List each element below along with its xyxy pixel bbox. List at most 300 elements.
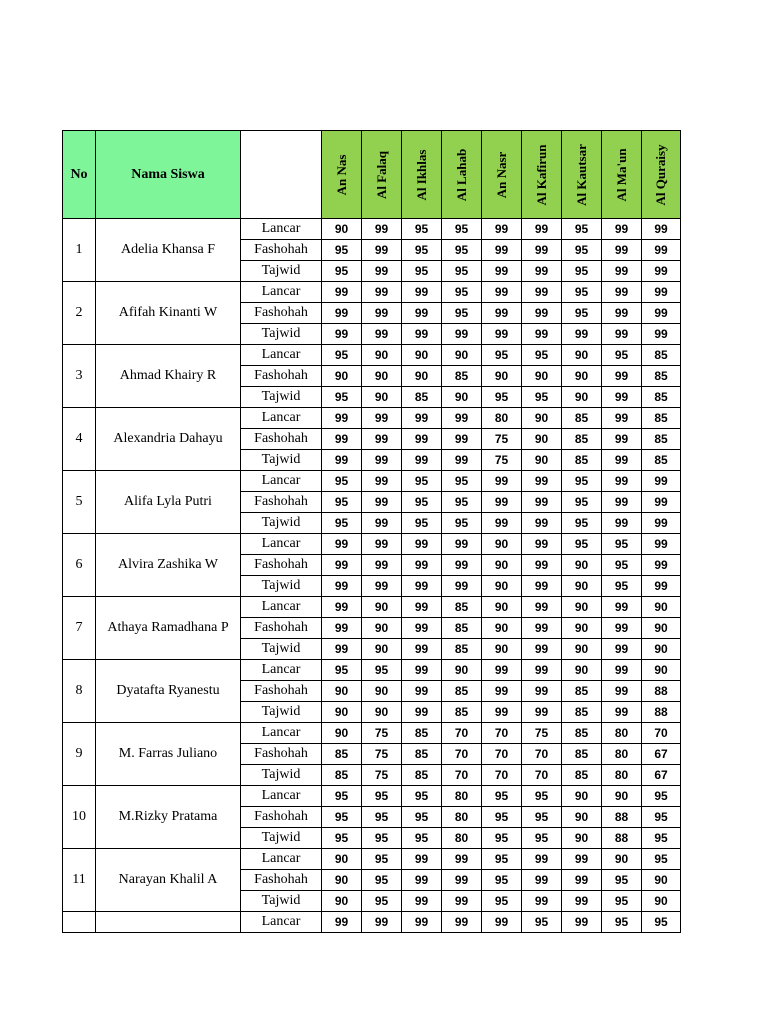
score-cell: 90 (482, 576, 522, 597)
score-cell: 90 (602, 786, 642, 807)
category-label: Fashohah (241, 492, 322, 513)
score-cell: 99 (322, 450, 362, 471)
score-cell: 90 (642, 618, 681, 639)
score-cell: 99 (402, 702, 442, 723)
score-cell: 90 (562, 660, 602, 681)
score-cell: 99 (362, 534, 402, 555)
score-cell: 90 (362, 345, 402, 366)
score-cell: 95 (602, 576, 642, 597)
score-cell: 90 (322, 891, 362, 912)
header-name: Nama Siswa (96, 131, 241, 219)
score-cell: 85 (642, 345, 681, 366)
category-label: Fashohah (241, 807, 322, 828)
student-no: 7 (63, 597, 96, 660)
score-cell: 85 (402, 744, 442, 765)
score-cell: 99 (522, 471, 562, 492)
score-cell: 70 (482, 723, 522, 744)
score-cell: 99 (482, 471, 522, 492)
score-cell: 95 (642, 828, 681, 849)
score-cell: 90 (402, 345, 442, 366)
score-cell: 80 (602, 765, 642, 786)
student-name: Alifa Lyla Putri (96, 471, 241, 534)
score-cell: 99 (362, 240, 402, 261)
score-cell: 90 (642, 639, 681, 660)
student-name: Ahmad Khairy R (96, 345, 241, 408)
score-cell: 99 (562, 849, 602, 870)
score-cell: 99 (322, 534, 362, 555)
student-name: Narayan Khalil A (96, 849, 241, 912)
score-cell: 90 (322, 366, 362, 387)
score-cell: 99 (522, 660, 562, 681)
score-cell: 99 (522, 492, 562, 513)
table-row (63, 219, 681, 240)
score-cell: 99 (322, 303, 362, 324)
score-cell: 95 (322, 786, 362, 807)
score-cell: 99 (442, 576, 482, 597)
score-cell: 75 (362, 765, 402, 786)
score-cell: 95 (442, 261, 482, 282)
category-label: Fashohah (241, 744, 322, 765)
score-cell: 99 (482, 513, 522, 534)
score-cell: 99 (642, 282, 681, 303)
category-label: Tajwid (241, 891, 322, 912)
score-cell: 99 (402, 618, 442, 639)
category-label: Tajwid (241, 450, 322, 471)
score-cell: 99 (522, 240, 562, 261)
score-cell: 80 (442, 786, 482, 807)
score-cell: 99 (402, 555, 442, 576)
score-cell: 95 (402, 219, 442, 240)
score-cell: 99 (482, 303, 522, 324)
header-surah: Al Ikhlas (402, 131, 442, 219)
score-cell: 95 (482, 807, 522, 828)
score-cell: 99 (402, 870, 442, 891)
score-cell: 90 (642, 891, 681, 912)
score-cell: 90 (322, 849, 362, 870)
table-row (63, 660, 681, 681)
score-cell: 95 (562, 471, 602, 492)
score-cell: 99 (442, 408, 482, 429)
score-cell: 99 (522, 870, 562, 891)
score-cell: 90 (642, 660, 681, 681)
score-cell: 95 (322, 828, 362, 849)
score-cell: 95 (562, 492, 602, 513)
score-cell: 90 (442, 660, 482, 681)
category-label: Tajwid (241, 324, 322, 345)
score-cell: 90 (322, 870, 362, 891)
score-cell: 99 (322, 597, 362, 618)
score-cell: 85 (562, 702, 602, 723)
student-no: 9 (63, 723, 96, 786)
score-cell: 85 (642, 429, 681, 450)
score-cell: 95 (362, 870, 402, 891)
score-cell: 85 (562, 429, 602, 450)
student-no: 1 (63, 219, 96, 282)
score-cell: 99 (482, 681, 522, 702)
score-cell: 75 (362, 723, 402, 744)
score-cell: 95 (362, 849, 402, 870)
score-cell: 99 (602, 219, 642, 240)
score-cell: 99 (562, 324, 602, 345)
score-cell: 99 (602, 324, 642, 345)
score-cell: 95 (442, 513, 482, 534)
score-cell: 95 (322, 261, 362, 282)
category-label: Fashohah (241, 555, 322, 576)
score-cell: 95 (402, 261, 442, 282)
score-cell: 99 (482, 240, 522, 261)
student-name (96, 912, 241, 933)
score-cell: 67 (642, 744, 681, 765)
category-label: Lancar (241, 786, 322, 807)
score-cell: 70 (642, 723, 681, 744)
grades-table (62, 130, 681, 933)
student-no: 3 (63, 345, 96, 408)
score-cell: 99 (442, 429, 482, 450)
score-cell: 95 (522, 807, 562, 828)
score-cell: 99 (322, 282, 362, 303)
score-cell: 99 (642, 576, 681, 597)
category-label: Tajwid (241, 765, 322, 786)
score-cell: 99 (402, 324, 442, 345)
score-cell: 85 (562, 408, 602, 429)
score-cell: 90 (482, 639, 522, 660)
score-cell: 95 (482, 387, 522, 408)
score-cell: 80 (602, 723, 642, 744)
score-cell: 99 (602, 366, 642, 387)
header-surah: Al Lahab (442, 131, 482, 219)
student-name: M. Farras Juliano (96, 723, 241, 786)
score-cell: 99 (402, 597, 442, 618)
score-cell: 90 (562, 618, 602, 639)
score-cell: 99 (442, 912, 482, 933)
student-name: Alexandria Dahayu (96, 408, 241, 471)
score-cell: 99 (402, 849, 442, 870)
score-cell: 95 (522, 786, 562, 807)
category-label: Fashohah (241, 366, 322, 387)
score-cell: 95 (602, 555, 642, 576)
table-row (63, 723, 681, 744)
score-cell: 99 (322, 324, 362, 345)
score-cell: 90 (562, 828, 602, 849)
score-cell: 85 (322, 744, 362, 765)
score-cell: 99 (402, 891, 442, 912)
score-cell: 95 (482, 849, 522, 870)
score-cell: 99 (482, 219, 522, 240)
score-cell: 80 (602, 744, 642, 765)
score-cell: 99 (362, 912, 402, 933)
score-cell: 99 (402, 912, 442, 933)
score-cell: 99 (562, 891, 602, 912)
score-cell: 85 (562, 681, 602, 702)
score-cell: 99 (442, 849, 482, 870)
score-cell: 99 (522, 702, 562, 723)
score-cell: 70 (442, 744, 482, 765)
category-label: Tajwid (241, 639, 322, 660)
score-cell: 99 (602, 261, 642, 282)
score-cell: 99 (402, 660, 442, 681)
score-cell: 90 (482, 618, 522, 639)
score-cell: 99 (522, 639, 562, 660)
student-no: 5 (63, 471, 96, 534)
score-cell: 90 (522, 429, 562, 450)
score-cell: 99 (322, 618, 362, 639)
score-cell: 99 (362, 303, 402, 324)
category-label: Lancar (241, 660, 322, 681)
category-label: Lancar (241, 534, 322, 555)
score-cell: 90 (442, 387, 482, 408)
score-cell: 99 (482, 492, 522, 513)
student-no: 4 (63, 408, 96, 471)
score-cell: 99 (642, 303, 681, 324)
score-cell: 99 (522, 534, 562, 555)
score-cell: 85 (642, 450, 681, 471)
score-cell: 99 (602, 618, 642, 639)
score-cell: 70 (482, 744, 522, 765)
score-cell: 95 (322, 807, 362, 828)
score-cell: 90 (482, 366, 522, 387)
score-cell: 95 (442, 303, 482, 324)
score-cell: 99 (402, 429, 442, 450)
score-cell: 85 (442, 639, 482, 660)
header-surah: An Nas (322, 131, 362, 219)
score-cell: 95 (442, 492, 482, 513)
score-cell: 99 (402, 303, 442, 324)
score-cell: 90 (522, 408, 562, 429)
category-label: Tajwid (241, 513, 322, 534)
score-cell: 88 (642, 681, 681, 702)
score-cell: 90 (562, 387, 602, 408)
score-cell: 85 (562, 450, 602, 471)
score-cell: 99 (642, 534, 681, 555)
score-cell: 88 (642, 702, 681, 723)
score-cell: 90 (322, 702, 362, 723)
score-cell: 95 (602, 891, 642, 912)
score-cell: 90 (562, 639, 602, 660)
score-cell: 99 (522, 597, 562, 618)
score-cell: 90 (402, 366, 442, 387)
score-cell: 95 (362, 891, 402, 912)
score-cell: 75 (362, 744, 402, 765)
category-label: Lancar (241, 912, 322, 933)
score-cell: 95 (642, 912, 681, 933)
score-cell: 85 (442, 702, 482, 723)
student-no: 11 (63, 849, 96, 912)
score-cell: 85 (642, 366, 681, 387)
score-cell: 90 (322, 681, 362, 702)
score-cell: 90 (562, 807, 602, 828)
score-cell: 99 (642, 471, 681, 492)
score-cell: 99 (442, 870, 482, 891)
score-cell: 99 (442, 891, 482, 912)
score-cell: 95 (642, 849, 681, 870)
score-cell: 70 (482, 765, 522, 786)
student-no: 8 (63, 660, 96, 723)
score-cell: 99 (522, 261, 562, 282)
score-cell: 99 (362, 324, 402, 345)
score-cell: 80 (442, 828, 482, 849)
category-label: Fashohah (241, 240, 322, 261)
score-cell: 99 (602, 387, 642, 408)
score-cell: 99 (322, 555, 362, 576)
score-cell: 99 (362, 576, 402, 597)
score-cell: 95 (562, 219, 602, 240)
category-label: Lancar (241, 219, 322, 240)
score-cell: 85 (562, 744, 602, 765)
score-cell: 95 (322, 660, 362, 681)
score-cell: 99 (482, 282, 522, 303)
score-cell: 99 (482, 660, 522, 681)
table-row (63, 345, 681, 366)
score-cell: 95 (322, 513, 362, 534)
table-row (63, 408, 681, 429)
score-cell: 95 (362, 786, 402, 807)
score-cell: 85 (442, 597, 482, 618)
score-cell: 95 (522, 387, 562, 408)
category-label: Lancar (241, 597, 322, 618)
score-cell: 99 (402, 534, 442, 555)
score-cell: 95 (362, 828, 402, 849)
score-cell: 95 (602, 912, 642, 933)
score-cell: 99 (402, 408, 442, 429)
table-row (63, 849, 681, 870)
score-cell: 99 (362, 261, 402, 282)
score-cell: 85 (402, 387, 442, 408)
category-label: Fashohah (241, 303, 322, 324)
score-cell: 90 (562, 366, 602, 387)
score-cell: 99 (602, 240, 642, 261)
category-label: Fashohah (241, 429, 322, 450)
score-cell: 95 (562, 240, 602, 261)
category-label: Lancar (241, 723, 322, 744)
score-cell: 99 (602, 597, 642, 618)
score-cell: 90 (482, 555, 522, 576)
score-cell: 99 (482, 261, 522, 282)
score-cell: 90 (562, 555, 602, 576)
header-no: No (63, 131, 96, 219)
header-surah: Al Ma'un (602, 131, 642, 219)
score-cell: 99 (362, 408, 402, 429)
score-cell: 99 (522, 324, 562, 345)
header-surah: An Nasr (482, 131, 522, 219)
score-cell: 95 (322, 240, 362, 261)
category-label: Tajwid (241, 702, 322, 723)
score-cell: 99 (322, 408, 362, 429)
score-cell: 70 (522, 765, 562, 786)
score-cell: 95 (642, 786, 681, 807)
score-cell: 95 (602, 345, 642, 366)
score-cell: 99 (442, 324, 482, 345)
score-cell: 95 (602, 870, 642, 891)
student-no: 2 (63, 282, 96, 345)
student-name: M.Rizky Pratama (96, 786, 241, 849)
score-cell: 70 (442, 723, 482, 744)
score-cell: 99 (322, 912, 362, 933)
score-cell: 99 (642, 555, 681, 576)
score-cell: 99 (642, 261, 681, 282)
table-row (63, 534, 681, 555)
header-surah: Al Kautsar (562, 131, 602, 219)
score-cell: 99 (602, 492, 642, 513)
score-cell: 70 (522, 744, 562, 765)
score-cell: 99 (522, 513, 562, 534)
student-name: Adelia Khansa F (96, 219, 241, 282)
student-no: 10 (63, 786, 96, 849)
score-cell: 90 (522, 450, 562, 471)
score-cell: 95 (362, 660, 402, 681)
score-cell: 99 (442, 450, 482, 471)
category-label: Tajwid (241, 576, 322, 597)
score-cell: 99 (482, 702, 522, 723)
category-label: Tajwid (241, 387, 322, 408)
score-cell: 90 (562, 576, 602, 597)
score-cell: 90 (322, 219, 362, 240)
header-surah: Al Quraisy (642, 131, 681, 219)
score-cell: 95 (562, 261, 602, 282)
score-cell: 95 (562, 534, 602, 555)
category-label: Lancar (241, 471, 322, 492)
score-cell: 85 (562, 765, 602, 786)
score-cell: 95 (522, 912, 562, 933)
score-cell: 99 (562, 870, 602, 891)
table-row (63, 912, 681, 933)
score-cell: 95 (362, 807, 402, 828)
score-cell: 90 (362, 366, 402, 387)
table-row (63, 786, 681, 807)
score-cell: 99 (602, 450, 642, 471)
score-cell: 99 (322, 576, 362, 597)
score-cell: 90 (322, 723, 362, 744)
score-cell: 95 (322, 492, 362, 513)
category-label: Tajwid (241, 261, 322, 282)
score-cell: 99 (602, 429, 642, 450)
category-label: Lancar (241, 282, 322, 303)
score-cell: 85 (402, 765, 442, 786)
score-cell: 95 (482, 828, 522, 849)
score-cell: 99 (362, 492, 402, 513)
score-cell: 95 (402, 471, 442, 492)
score-cell: 99 (362, 429, 402, 450)
score-cell: 95 (442, 282, 482, 303)
header-surah: Al Kafirun (522, 131, 562, 219)
score-cell: 95 (402, 492, 442, 513)
score-cell: 90 (442, 345, 482, 366)
score-cell: 99 (362, 471, 402, 492)
score-cell: 99 (602, 282, 642, 303)
score-cell: 90 (562, 345, 602, 366)
score-cell: 99 (402, 450, 442, 471)
score-cell: 99 (402, 576, 442, 597)
score-cell: 85 (322, 765, 362, 786)
score-cell: 99 (402, 681, 442, 702)
score-cell: 90 (602, 849, 642, 870)
category-label: Fashohah (241, 681, 322, 702)
score-cell: 90 (362, 597, 402, 618)
score-cell: 90 (562, 597, 602, 618)
score-cell: 99 (362, 282, 402, 303)
score-cell: 95 (322, 345, 362, 366)
score-cell: 99 (362, 513, 402, 534)
table-body (63, 219, 681, 933)
score-cell: 88 (602, 828, 642, 849)
score-cell: 95 (482, 345, 522, 366)
score-cell: 95 (402, 240, 442, 261)
table-row (63, 471, 681, 492)
score-cell: 95 (642, 807, 681, 828)
score-cell: 90 (522, 366, 562, 387)
score-cell: 95 (482, 786, 522, 807)
category-label: Fashohah (241, 618, 322, 639)
score-cell: 70 (442, 765, 482, 786)
